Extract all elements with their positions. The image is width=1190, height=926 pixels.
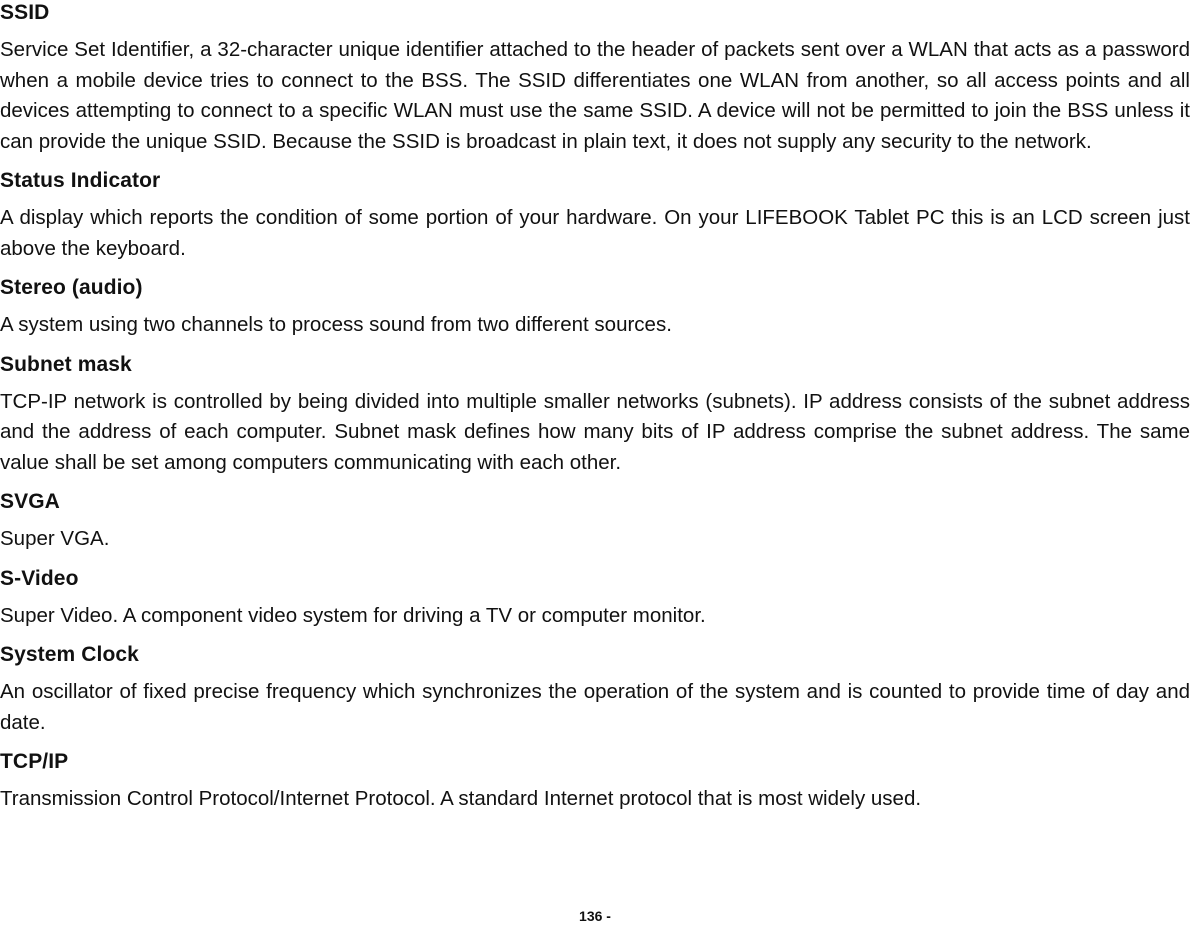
glossary-entry-tcp-ip	[0, 749, 1190, 815]
glossary-definition: Super Video. A component video system for driving a TV or computer monitor.	[0, 603, 706, 627]
glossary-definition: Service Set Identifier, a 32-character unique identifier attached to the header of packets sent over a WLAN that acts as a password when a mobile device tries to connect to the BSS. The SSID differentiates one WLAN from another, so all access points and all devices attempting to connect to a specific WLAN must use the same SSID. A device will not be permitted to join the BSS unless it can provide the unique SSID. Because the SSID is broadcast in plain text, it does not supply any security to the network.	[0, 38, 1190, 153]
glossary-entry-system-clock	[0, 642, 1190, 738]
glossary-definition: A system using two channels to process sound from two different sources.	[0, 313, 672, 336]
glossary-definition: Super VGA.	[0, 527, 110, 550]
glossary-entry-svga	[0, 489, 1190, 555]
glossary-entry-s-video	[0, 566, 1190, 632]
page-number: 136 -	[579, 908, 611, 924]
glossary-definition: A display which reports the condition of some portion of your hardware. On your LIFEBOOK Tablet PC this is an LCD screen just above the keyboard.	[0, 206, 1190, 260]
glossary-definition: An oscillator of fixed precise frequency which synchronizes the operation of the system and is counted to provide time of day and date.	[0, 680, 1190, 734]
glossary-definition: Transmission Control Protocol/Internet Protocol. A standard Internet protocol that is most widely used.	[0, 787, 922, 810]
glossary-entry-status-indicator	[0, 168, 1190, 264]
glossary-entry-ssid	[0, 0, 1190, 157]
glossary-term: SSID	[0, 1, 50, 24]
glossary-term: System Clock	[0, 643, 139, 666]
glossary-term: TCP/IP	[0, 750, 69, 773]
glossary-term: S-Video	[0, 566, 79, 590]
glossary-entry-stereo-audio	[0, 275, 1190, 341]
glossary-term: Subnet mask	[0, 352, 132, 376]
glossary-term: Status Indicator	[0, 169, 161, 192]
glossary-term: SVGA	[0, 490, 60, 513]
glossary-definition: TCP-IP network is controlled by being divided into multiple smaller networks (subnets). IP address consists of the subnet address and the address of each computer. Subnet mask defines how many bits of IP address comprise the subnet address. The same value shall be set among computers communicating with each other.	[0, 389, 1190, 474]
glossary-entry-subnet-mask	[0, 352, 1190, 479]
glossary-term: Stereo (audio)	[0, 276, 143, 299]
